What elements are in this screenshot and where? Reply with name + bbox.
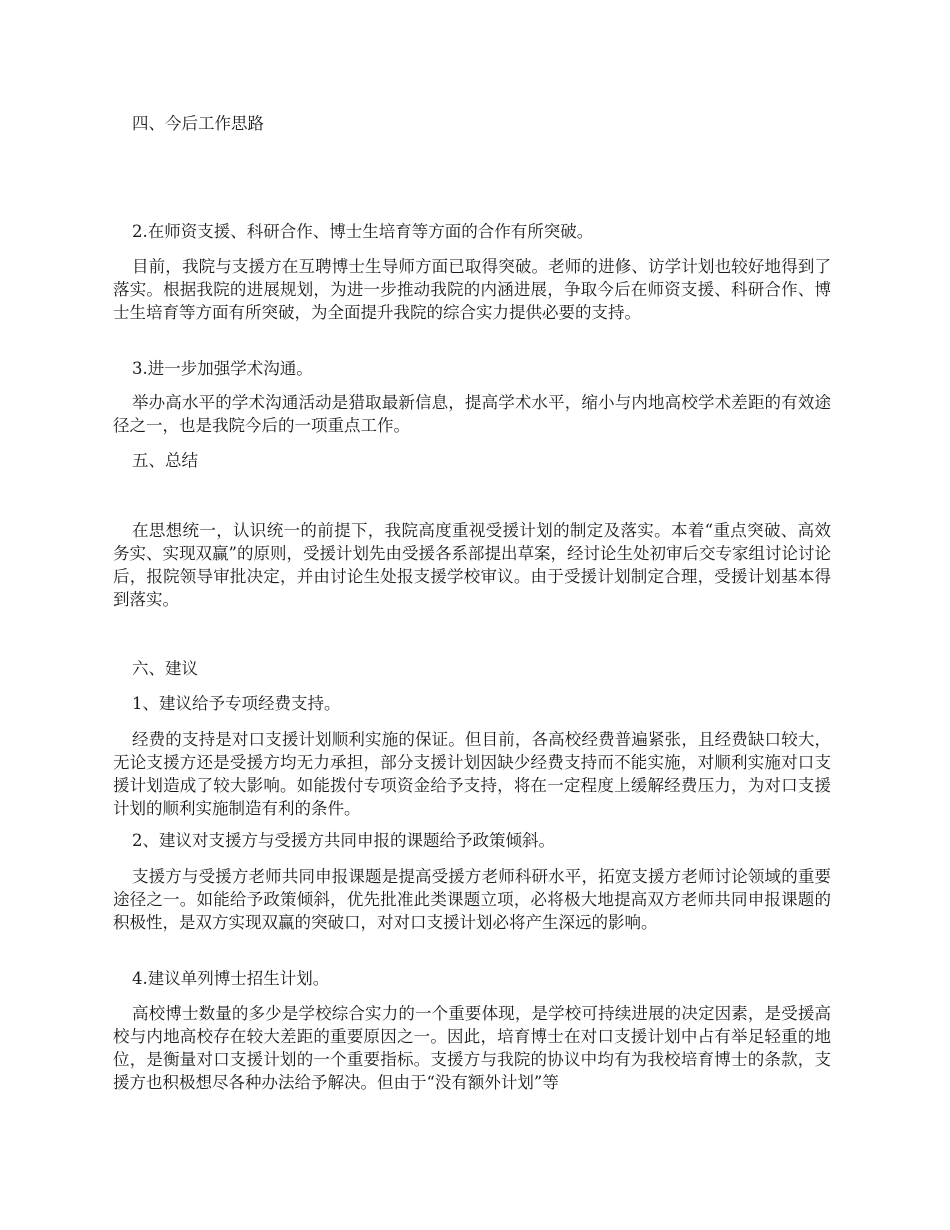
subheading-cooperation-breakthrough: 2.在师资支援、科研合作、博士生培育等方面的合作有所突破。 xyxy=(132,222,594,241)
subheading-doctoral-quota: 4.建议单列博士招生计划。 xyxy=(132,969,330,988)
subheading-policy-preference: 2、建议对支援方与受援方共同申报的课题给予政策倾斜。 xyxy=(132,831,555,850)
paragraph-funding-support: 经费的支持是对口支援计划顺利实施的保证。但目前，各高校经费普遍紧张，且经费缺口较大，无论支援方还是受援方均无力承担，部分支援计划因缺少经费支持而不能实施，对顺利实施对口支援计划造成了较大影响。如能拨付专项资金给予支持，将在一定程度上缓解经费压力，为对口支援计划的顺利实施制造有利的条件。 xyxy=(113,730,831,818)
paragraph-summary: 在思想统一，认识统一的前提下，我院高度重视受援计划的制定及落实。本着“重点突破、高效务实、实现双赢”的原则，受援计划先由受援各系部提出草案，经讨论生处初审后交专家组讨论讨论后，报院领导审批决定，并由讨论生处报支援学校审议。由于受援计划制定合理，受援计划基本得到落实。 xyxy=(113,521,831,609)
section-heading-summary: 五、总结 xyxy=(132,451,198,470)
paragraph-academic-exchange: 举办高水平的学术沟通活动是猎取最新信息，提高学术水平，缩小与内地高校学术差距的有效途径之一，也是我院今后的一项重点工作。 xyxy=(113,393,831,435)
subheading-funding-support: 1、建议给予专项经费支持。 xyxy=(132,694,341,713)
subheading-academic-exchange: 3.进一步加强学术沟通。 xyxy=(132,359,313,378)
paragraph-doctoral-quota: 高校博士数量的多少是学校综合实力的一个重要体现，是学校可持续进展的决定因素，是受援高校与内地高校存在较大差距的重要原因之一。因此，培育博士在对口支援计划中占有举足轻重的地位，是衡量对口支援计划的一个重要指标。支援方与我院的协议中均有为我校培育博士的条款，支援方也积极想尽各种办法给予解决。但由于“没有额外计划”等 xyxy=(113,1004,831,1092)
paragraph-policy-preference: 支援方与受援方老师共同申报课题是提高受援方老师科研水平，拓宽支援方老师讨论领域的重要途径之一。如能给予政策倾斜，优先批准此类课题立项，必将极大地提高双方老师共同申报课题的积极性，是双方实现双赢的突破口，对对口支援计划必将产生深远的影响。 xyxy=(113,867,831,932)
section-heading-future-work: 四、今后工作思路 xyxy=(132,114,264,133)
section-heading-suggestions: 六、建议 xyxy=(132,659,198,678)
paragraph-cooperation: 目前，我院与支援方在互聘博士生导师方面已取得突破。老师的进修、访学计划也较好地得到了落实。根据我院的进展规划，为进一步推动我院的内涵进展，争取今后在师资支援、科研合作、博士生培育等方面有所突破，为全面提升我院的综合实力提供必要的支持。 xyxy=(113,257,831,322)
